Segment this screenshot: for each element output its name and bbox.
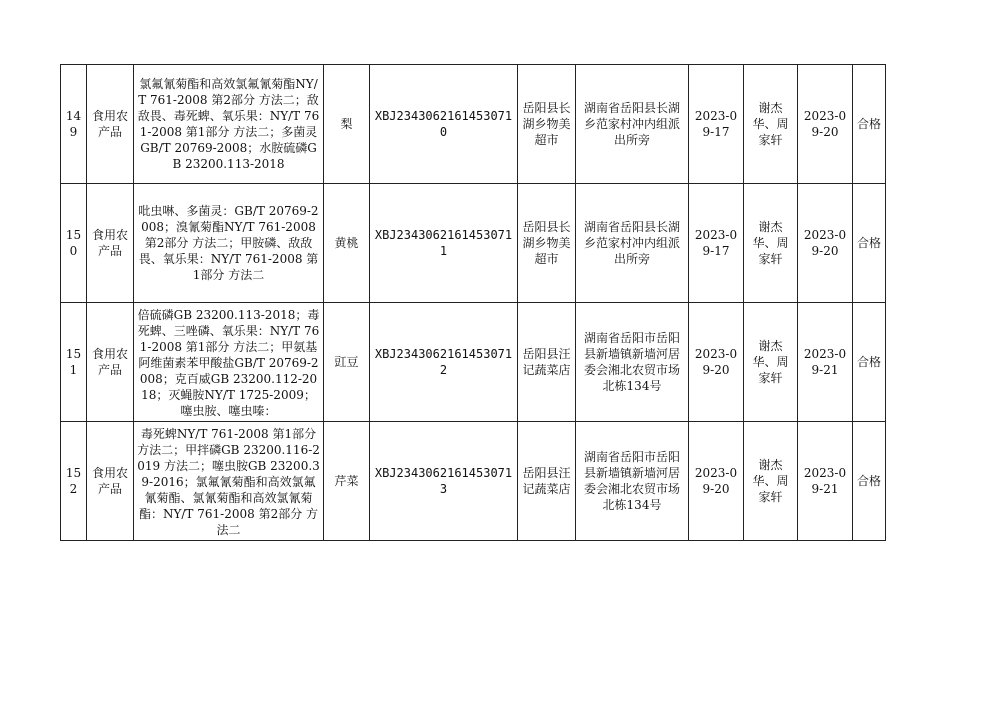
table-row bbox=[61, 184, 886, 303]
test-method: 吡虫啉、多菌灵：GB/T 20769-2008；溴氰菊酯NY/T 761-2008 第2部分 方法二；甲胺磷、敌敌畏、氧乐果：NY/T 761-2008 第1部分 方法二 bbox=[138, 204, 319, 282]
sampling-date: 2023-09-17 bbox=[689, 184, 744, 303]
report-date: 2023-09-20 bbox=[798, 184, 853, 303]
samplers: 谢杰华、周家轩 bbox=[744, 65, 798, 184]
test-result: 合格 bbox=[853, 65, 886, 184]
sampling-date: 2023-09-20 bbox=[689, 303, 744, 422]
report-date: 2023-09-21 bbox=[798, 303, 853, 422]
product-name: 豇豆 bbox=[324, 303, 370, 422]
table-row bbox=[61, 65, 886, 184]
test-method-cell bbox=[134, 184, 324, 303]
sampling-date: 2023-09-17 bbox=[689, 65, 744, 184]
test-result: 合格 bbox=[853, 184, 886, 303]
food-category: 食用农产品 bbox=[87, 65, 134, 184]
sample-code: XBJ23430621614530710 bbox=[370, 65, 518, 184]
test-method-cell bbox=[134, 303, 324, 422]
report-date: 2023-09-21 bbox=[798, 422, 853, 541]
test-method-cell bbox=[134, 422, 324, 541]
store-name: 岳阳县汪记蔬菜店 bbox=[518, 422, 576, 541]
sample-code: XBJ23430621614530712 bbox=[370, 303, 518, 422]
product-name: 梨 bbox=[324, 65, 370, 184]
sample-code: XBJ23430621614530713 bbox=[370, 422, 518, 541]
store-address: 湖南省岳阳市岳阳县新墙镇新墙河居委会湘北农贸市场北栋134号 bbox=[576, 422, 689, 541]
product-name: 芹菜 bbox=[324, 422, 370, 541]
test-method: 氯氟氰菊酯和高效氯氟氰菊酯NY/T 761-2008 第2部分 方法二；敌敌畏、毒死蜱、氧乐果：NY/T 761-2008 第1部分 方法二；多菌灵GB/T 20769-2008；水胺硫磷GB 23200.113-2018 bbox=[137, 77, 320, 171]
report-date: 2023-09-20 bbox=[798, 65, 853, 184]
store-name: 岳阳县长湖乡物美超市 bbox=[518, 184, 576, 303]
test-method: 倍硫磷GB 23200.113-2018；毒死蜱、三唑磷、氧乐果：NY/T 761-2008 第1部分 方法二；甲氨基阿维菌素苯甲酸盐GB/T 20769-2008；克百威GB 23200.112-2018；灭蝇胺NY/T 1725-2009；噻虫胺、噻虫嗪： bbox=[137, 308, 320, 417]
test-result: 合格 bbox=[853, 303, 886, 422]
inspection-results-table bbox=[60, 64, 886, 541]
store-name: 岳阳县汪记蔬菜店 bbox=[518, 303, 576, 422]
store-name: 岳阳县长湖乡物美超市 bbox=[518, 65, 576, 184]
store-address: 湖南省岳阳市岳阳县新墙镇新墙河居委会湘北农贸市场北栋134号 bbox=[576, 303, 689, 422]
test-method: 毒死蜱NY/T 761-2008 第1部分 方法二；甲拌磷GB 23200.116-2019 方法二；噻虫胺GB 23200.39-2016；氯氟氰菊酯和高效氯氟氰菊酯、氯氰菊酯和高效氯氰菊酯：NY/T 761-2008 第2部分 方法二 bbox=[137, 427, 320, 536]
samplers: 谢杰华、周家轩 bbox=[744, 303, 798, 422]
row-number: 152 bbox=[61, 422, 87, 541]
food-category: 食用农产品 bbox=[87, 422, 134, 541]
product-name: 黄桃 bbox=[324, 184, 370, 303]
store-address: 湖南省岳阳县长湖乡范家村冲内组派出所旁 bbox=[576, 65, 689, 184]
row-number: 150 bbox=[61, 184, 87, 303]
table-row bbox=[61, 303, 886, 422]
test-method-cell bbox=[134, 65, 324, 184]
food-category: 食用农产品 bbox=[87, 303, 134, 422]
sample-code: XBJ23430621614530711 bbox=[370, 184, 518, 303]
row-number: 151 bbox=[61, 303, 87, 422]
test-result: 合格 bbox=[853, 422, 886, 541]
samplers: 谢杰华、周家轩 bbox=[744, 184, 798, 303]
row-number: 149 bbox=[61, 65, 87, 184]
table-row bbox=[61, 422, 886, 541]
store-address: 湖南省岳阳县长湖乡范家村冲内组派出所旁 bbox=[576, 184, 689, 303]
samplers: 谢杰华、周家轩 bbox=[744, 422, 798, 541]
sampling-date: 2023-09-20 bbox=[689, 422, 744, 541]
food-category: 食用农产品 bbox=[87, 184, 134, 303]
